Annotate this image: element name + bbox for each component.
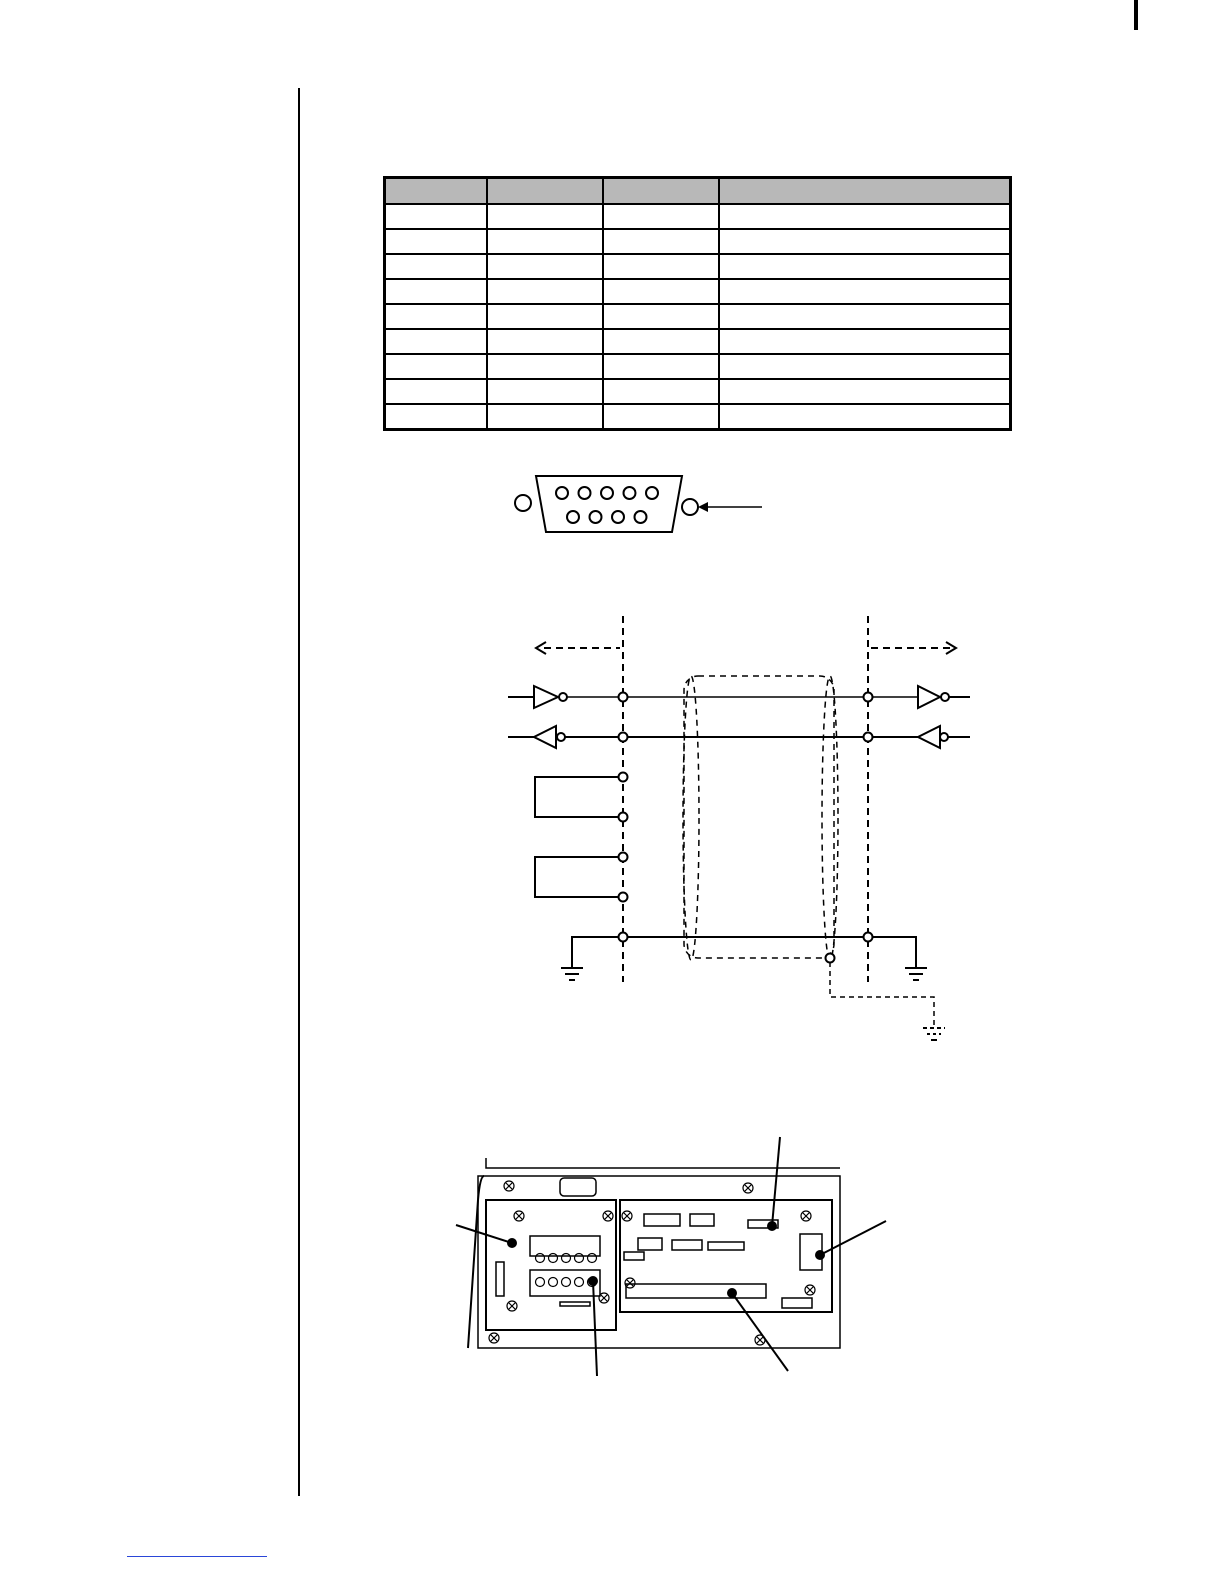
- screw-icon: [801, 1211, 811, 1221]
- terminal-screw-bottom: [562, 1278, 571, 1287]
- terminal-screw-top: [575, 1254, 584, 1263]
- screw-icon: [504, 1181, 514, 1191]
- terminal-screw-bottom: [549, 1278, 558, 1287]
- board-label: [560, 1302, 590, 1306]
- callout-leader: [767, 1137, 780, 1231]
- screw-icon: [625, 1278, 635, 1288]
- io-connector-strip: [626, 1284, 766, 1298]
- callout-dot: [588, 1276, 598, 1286]
- chip-4: [672, 1240, 702, 1250]
- terminal-screw-top: [536, 1254, 545, 1263]
- screws: [489, 1181, 815, 1345]
- chip-7: [782, 1298, 812, 1308]
- screw-icon: [514, 1211, 524, 1221]
- chip-3: [638, 1238, 662, 1250]
- terminal-screw-top: [588, 1254, 597, 1263]
- callout-leader: [588, 1276, 598, 1376]
- panel-outline: [478, 1176, 840, 1348]
- panel-clip: [560, 1178, 596, 1196]
- terminal-board: [486, 1200, 616, 1330]
- chip-6: [624, 1252, 644, 1260]
- screw-icon: [507, 1301, 517, 1311]
- callout-dot: [767, 1221, 777, 1231]
- terminal-screw-top: [549, 1254, 558, 1263]
- screw-icon: [805, 1285, 815, 1295]
- screw-icon: [622, 1211, 632, 1221]
- board-slot: [496, 1262, 504, 1296]
- housing-top-edge: [486, 1158, 840, 1168]
- screw-icon: [599, 1293, 609, 1303]
- terminal-screw-top: [562, 1254, 571, 1263]
- terminal-screw-bottom: [536, 1278, 545, 1287]
- screw-icon: [489, 1333, 499, 1343]
- terminal-screw-bottom: [575, 1278, 584, 1287]
- chip-1: [644, 1214, 680, 1226]
- screw-icon: [603, 1211, 613, 1221]
- callout-dot: [727, 1288, 737, 1298]
- chip-5: [708, 1242, 744, 1250]
- callout-dot: [815, 1250, 825, 1260]
- chip-2: [690, 1214, 714, 1226]
- callout-dot: [507, 1238, 517, 1248]
- callout-leader: [727, 1288, 788, 1371]
- callout-leader: [815, 1221, 886, 1260]
- housing-left-edge: [468, 1176, 484, 1348]
- screw-icon: [743, 1183, 753, 1193]
- callouts: [456, 1137, 886, 1376]
